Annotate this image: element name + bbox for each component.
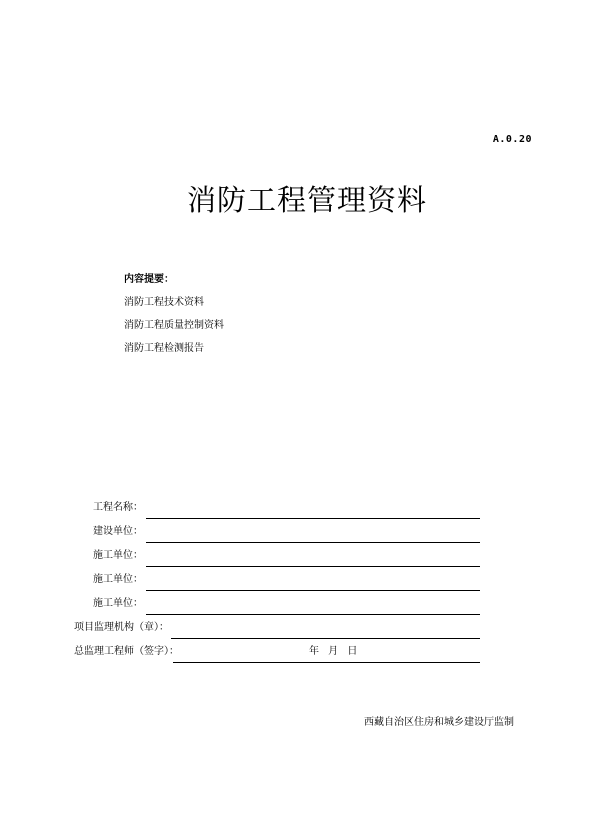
contents-item: 消防工程检测报告	[124, 343, 204, 354]
contents-item: 消防工程质量控制资料	[124, 320, 224, 331]
form-code: A.0.20	[492, 134, 532, 145]
project-name-label: 工程名称：	[93, 502, 143, 513]
form-row-builder-1	[0, 547, 590, 567]
supervision-org-field[interactable]	[171, 638, 480, 639]
contents-summary	[124, 270, 224, 362]
form-row-project-name	[0, 499, 590, 519]
construction-unit-label: 建设单位：	[93, 526, 143, 537]
form-row-chief-supervisor	[0, 643, 590, 663]
chief-supervisor-label: 总监理工程师（签字）：	[74, 646, 179, 657]
builder-field[interactable]	[146, 590, 480, 591]
form-row-builder-2	[0, 571, 590, 591]
signature-date: 年 月 日	[309, 646, 358, 657]
builder-field[interactable]	[146, 614, 480, 615]
builder-label: 施工单位：	[93, 550, 143, 561]
form-row-construction-unit	[0, 523, 590, 543]
issuer-footer: 西藏自治区住房和城乡建设厅监制	[364, 717, 514, 728]
page-title: 消防工程管理资料	[186, 183, 427, 217]
builder-label: 施工单位：	[93, 598, 143, 609]
chief-supervisor-field[interactable]	[173, 662, 480, 663]
construction-unit-field[interactable]	[146, 542, 480, 543]
project-name-field[interactable]	[146, 518, 480, 519]
supervision-org-label: 项目监理机构（章）：	[74, 622, 169, 633]
contents-item: 消防工程技术资料	[124, 297, 204, 308]
builder-field[interactable]	[146, 566, 480, 567]
contents-heading: 内容提要：	[124, 274, 174, 285]
builder-label: 施工单位：	[93, 574, 143, 585]
form-row-builder-3	[0, 595, 590, 615]
form-row-supervision-org	[0, 619, 590, 639]
